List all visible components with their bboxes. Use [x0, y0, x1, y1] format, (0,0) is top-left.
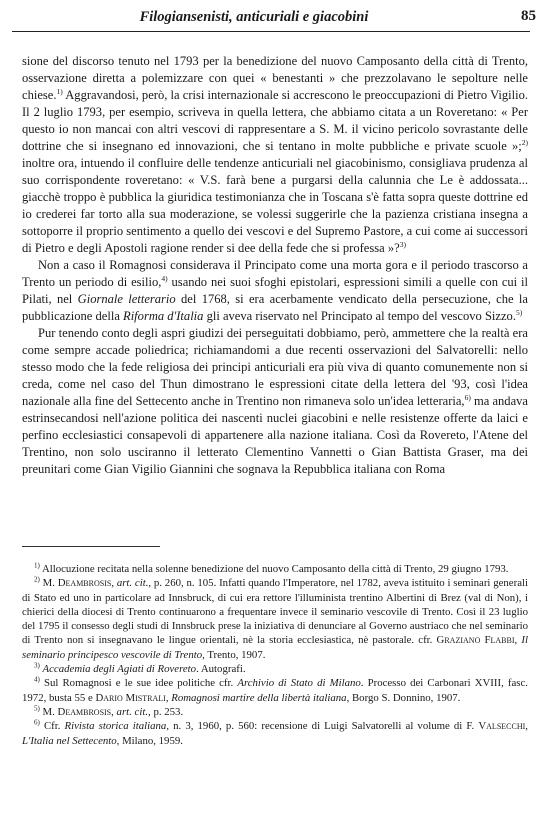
footnote-ref-2: 2)	[521, 137, 528, 147]
text-run: ma andava estrinsecandosi nell'azione politica dei nascenti nuclei giacobini e nelle resistenze offerte da laici e perfino ecclesiastici consapevoli di appartenere alla nazione italiana. Così da Rovereto, l'Atene del Trentino, non solo usciranno il letterato Clementino Vannetti o Gian Battista Graser, ma dei preunitari come Gian Vigilio Giannini che sognava la Repubblica italiana con Roma	[22, 394, 528, 476]
footnote-ref-5: 5)	[515, 307, 523, 317]
footnote-4: $^{4)}$ Sul Romagnosi e le sue idee politiche cfr. Archivio di Stato di Milano. Processo dei Carbonari XVIII, fasc. 1972, busta 55 e Dario Mistrali, Romagnosi martire della libertà italiana, Borgo S. Donnino, 1907.	[22, 675, 528, 704]
running-title: Filogiansenisti, anticuriali e giacobini	[139, 9, 369, 25]
footnote-text: , n. 3, 1960, p. 560: recensione di Luigi Salvatorelli al volume di F.	[166, 720, 479, 733]
footnote-text: Allocuzione recitata nella solenne benedizione del nuovo Camposanto della città di Trento, 29 giugno 1793.	[39, 563, 509, 575]
footnote-number: 6)	[34, 718, 40, 727]
paragraph-2	[22, 257, 528, 325]
author-name: Valsecchi	[478, 720, 526, 733]
text-run: usando nei suoi sfoghi epistolari, espressioni simili a quelle con cui il Pilati, nel	[22, 275, 528, 306]
text-run: gli aveva riservato nel Principato al tempo del vescovo Sizzo.	[203, 309, 516, 323]
footnote-6: $^{6)}$ Cfr. Rivista storica italiana, n. 3, 1960, p. 560: recensione di Luigi Salvatorelli al volume di F. Valsecchi, L'Italia nel Settecento, Milano, 1959.	[22, 718, 528, 747]
author-name: M. Deambrosis	[42, 705, 112, 718]
footnote-text: , Borgo S. Donnino, 1907.	[346, 691, 461, 704]
footnote-text: , p. 253.	[148, 705, 184, 718]
main-text	[22, 53, 528, 478]
text-run: Non a caso il Romagnosi considerava il Principato come una morta gora e il periodo trascorso a Trento un periodo di esilio,	[22, 258, 528, 289]
citation-abbrev: art. cit.	[116, 705, 149, 718]
text-run: inoltre ora, intuendo il confluire delle tendenze anticuriali nel giacobinismo, consigliava prudenza al suo corrispondente roveretano: « V.S. farà bene a purgarsi della calunnia che Le è addossata... giacchè troppo è pubblica la giuridica testimonianza che in Toscana s'è fatta sopra queste dottrine ed io crederei far torto alla sua moderazione, se volessi suggerirle che la pazienza cristiana insegna a sottoporre il proprio sentimento a quello dei vescovi e del Supremo Pastore, a cui come ai successori di Pietro e degli Apostoli ragione render si dee della fede che si professa »?	[22, 156, 528, 255]
book-title: Romagnosi martire della libertà italiana	[171, 691, 347, 704]
footnote-number: 4)	[34, 675, 40, 684]
paragraph-1	[22, 53, 528, 257]
text-run: Aggravandosi, però, la crisi internazionale si accrescono le preoccupazioni di Pietro Vigilio. Il 2 luglio 1793, per esempio, scriveva in quella lettera, che abbiamo citata a un Roveretano: « Per questo io non mancai con altri vescovi di rappresentare a S. M. il vicino pericolo sovrastante delle dottrine che si insegnano ed innovazioni, che si tentano in molte pubbliche e private scuole »;	[22, 88, 528, 153]
footnote-5: $^{5)}$ M. Deambrosis, art. cit., p. 253.	[34, 704, 184, 718]
footnote-1	[22, 562, 528, 576]
citation-abbrev: art. cit.	[116, 577, 149, 590]
author-name: M. Deambrosis	[42, 577, 112, 590]
footnote-ref-1: 1)	[56, 86, 63, 96]
text-run: sione del discorso tenuto nel 1793 per la benedizione del nuovo Camposanto della città di Trento, osservazione diretta a polemizzare con quei « benestanti » che prezzolavano le sepolture nelle chiese.	[22, 54, 528, 102]
footnote-separator	[22, 546, 160, 547]
page-header	[12, 8, 536, 32]
footnote-text: . Processo dei Carbonari XVIII, fasc. 1972, busta 55 e	[22, 677, 528, 704]
footnote-number: 2)	[34, 575, 40, 584]
text-run: Pur tenendo conto degli aspri giudizi dei perseguitati dobbiamo, però, ammettere che la realtà era come sempre accade poliedrica; richiamandomi a due recenti osservazioni del Salvatorelli: nello stesso modo che la fede religiosa dei principi anticuriali era più viva di quanto comunemente non si creda, come nel caso del Thun dimostrano le espressioni citate della lettera del '93, così l'idea nazionale alla fine del Settecento anche in Trentino non rimaneva solo un'idea letteraria,	[22, 326, 528, 408]
text-run: del 1768, si era acerbamente vendicato della persecuzione, che la pubblicazione della	[22, 292, 528, 323]
footnote-3	[22, 662, 528, 676]
footnote-number: 1)	[34, 561, 40, 570]
footnote-number: 3)	[34, 661, 40, 670]
page-number: 85	[521, 8, 536, 24]
journal-title: Giornale letterario	[77, 292, 176, 306]
footnote-ref-3: 3)	[399, 239, 406, 249]
footnote-number: 5)	[34, 704, 40, 713]
footnote-ref-6: 6)	[464, 392, 471, 402]
footnote-text: Cfr.	[39, 720, 65, 733]
archive-name: Accademia degli Agiati di Rovereto	[42, 663, 197, 676]
footnote-text: , p. 260, n. 105. Infatti quando l'Imperatore, nel 1782, aveva istituito i seminari generali di Stato ed uno in particolare ad Innsbruck, di cui era rettore l'illuminista trentino Albertini di Brez (val di Non), i chierici della diocesi di Trento continuarono a frequentare invece il seminario vescovile di Trento. Così il 23 luglio del 1795 il consesso degli studi di Innsbruck prese la iniziativa di denunciare al Governo austriaco che nel seminario di Trento non si insegnavano le lingue orientali, nè la storia ecclesiastica, nè pastorale. cfr.	[22, 577, 528, 647]
footnote-2: $^{2)}$ M. Deambrosis, art. cit., p. 260, n. 105. Infatti quando l'Imperatore, nel 1782, aveva istituito i seminari generali di Stato ed uno in particolare ad Innsbruck, di cui era rettore l'illuminista trentino Albertini di Brez (val di Non), i chierici della diocesi di Trento continuarono a frequentare invece il seminario vescovile di Trento. Così il 23 luglio del 1795 il consesso degli studi di Innsbruck prese la iniziativa di denunciare al Governo austriaco che nel seminario di Trento non si insegnavano le lingue orientali, nè la storia ecclesiastica, nè pastorale. cfr. Graziano Flabbi, Il seminario principesco vescovile di Trento, Trento, 1907.	[22, 575, 528, 661]
footnote-text: , Milano, 1959.	[116, 734, 183, 747]
footnote-text: Sul Romagnosi e le sue idee politiche cfr.	[39, 677, 238, 690]
footnotes	[22, 562, 528, 748]
book-title: Il seminario principesco vescovile di Trento	[22, 634, 528, 661]
journal-title: Rivista storica italiana	[64, 720, 167, 733]
book-title: L'Italia nel Settecento	[22, 734, 117, 747]
author-name: Graziano Flabbi	[436, 634, 515, 647]
paragraph-3	[22, 325, 528, 478]
footnote-text: . Autografi.	[196, 663, 246, 676]
footnote-text: , Trento, 1907.	[202, 648, 266, 661]
archive-name: Archivio di Stato di Milano	[237, 677, 361, 690]
book-title: Riforma d'Italia	[123, 309, 204, 323]
header-rule	[12, 31, 530, 32]
author-name: Dario Mistrali	[95, 691, 166, 704]
footnote-ref-4: 4)	[161, 273, 168, 283]
